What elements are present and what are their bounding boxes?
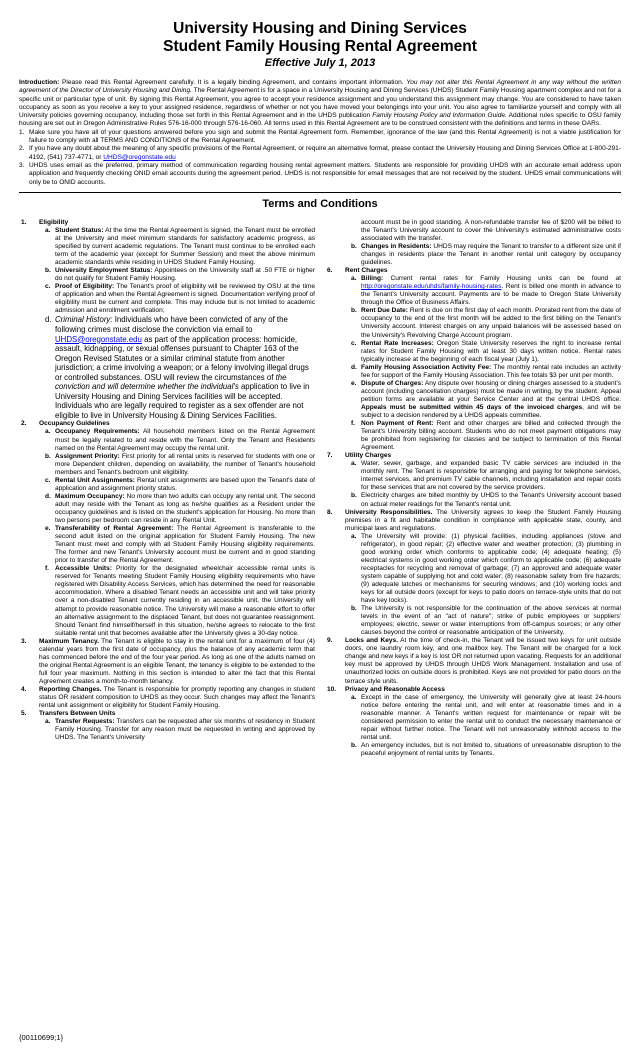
divider [19,192,621,193]
terms-columns [19,219,621,758]
section-locks-and-keys: 9. Locks and Keys. At the time of check-in, the Tenant will be issued two keys for unit outside doors, one laundry room key, and one mailbox key. The Tenant will be charged for a lock change and new keys if a key is lost OR not returned upon vacating. Requests for an additional key must be approved by UHDS through UHDS Work Management. Installation and use of unauthorized locks on outside doors is prohibited. Keys are not provided for patio doors on the terrace style units. [327,637,622,685]
section-rent-charges: 6. Rent Charges a. Billing: Current rental rates for Family Housing units can be found at http://oregonstate.edu/uhds/family-housing-rates. Rent is billed one month in advance to the Tenant's University account. Payments are to be made to Oregon State University through the Office of Business Affairs. b. Rent Due Date: Rent is due on the first day of each month. Prorated rent from the date of occupancy to the end of the first month will be added to the first billing on the Tenant's University account. Interest charges on any unpaid balances will be assessed based on the University's Revolving Charge Account program. c. Rental Rate Increases: Oregon State University reserves the right to increase rental rates for Student Family Housing with at least 30 days written notice. Rental rates typically increase at the beginning of each fiscal year (July 1). d. Family Housing Association Activity Fee: The monthly rental rate includes an activity fee for support of the Family Housing Association. This fee totals $3 per unit per month. e. Dispute of Charges: Any dispute over housing or dining charges assessed to a student's account (including cancellation charges) must be made in writing, by the student. Appeal petition forms are available at your Service Center and at the central UHDS office. Appeals must be submitted within 45 days of the invoiced charges, and will be subject to a decision rendered by a UHDS appeals committee. f. Non Payment of Rent: Rent and other charges are billed and collected through the Tenant's University billing account. Students who do not meet payment obligations may be prohibited from registering for classes and be subject to termination of this Rental Agreement. [327,267,622,452]
note-item: 1. Make sure you have all of your questions answered before you sign and submit the Rental Agreement form. Remember, ignorance of the law (and this Rental Agreement) is not a viable justification for failure to comply with all TERMS AND CONDITIONS of the Rental Agreement. [19,128,621,145]
email-link[interactable]: UHDS@oregonstate.edu [103,153,176,161]
section-transfers: 5. Transfers Between Units a. Transfer Requests: Transfers can be requested after six months of residency in Student Family Housing. Transfer for any reason must be requested in writing and approved by UHDS. The Tenant's University [21,710,315,742]
section-reporting-changes: 4. Reporting Changes. The Tenant is responsible for promptly reporting any changes in student status OR resident composition to UHDS as they occur. Such changes may affect the Tenant's rental unit assignment or eligibility for Student Family Housing. [21,685,316,710]
clause: a. Student Status: At the time the Rental Agreement is signed, the Tenant must be enrolled at the University and meet minimum standards for satisfactory academic progress, as specified by current academic regulations. The Tenant must continue to be enrolled each term of the academic year (except for Summer Session) and meet the above minimum academic standards while residing in UHDS Student Family Housing. [45,226,315,267]
clause: a. Occupancy Requirements: All household members listed on the Rental Agreement must be legally related to and reside with the Tenant. Only the Tenant and Residents named on the Rental Agreement may occupy the rental unit. [45,428,315,452]
clause: e. Dispute of Charges: Any dispute over housing or dining charges assessed to a student's account (including cancellation charges) must be made in writing, by the student. Appeal petition forms are available at your Service Center and at the central UHDS office. Appeals must be submitted within 45 days of the invoiced charges, and will be subject to a decision rendered by a UHDS appeals committee. [351,379,621,419]
clause: a. Except in the case of emergency, the University will generally give at least 24-hours notice before entering the rental unit, and will enter at reasonable times and in a reasonable manner. A Tenant's written request for maintenance or repair will be considered permission to enter the rental unit to conduct the necessary maintenance or repair without further notice. The Tenant will not unreasonably withhold access to the rental unit. [351,693,621,741]
clause: b. An emergency includes, but is not limited to, situations of unreasonable disruption to the peaceful enjoyment of rental units by Tenants. [351,741,621,757]
clause: e. Transferability of Rental Agreement: The Rental Agreement is transferable to the second adult listed on the original application for Student Family Housing. The new Tenant must meet and comply with all Student Family Housing eligibility requirements. The former and new Tenant's University account must be current and in good standing prior to transfer of the Rental Agreement. [45,525,315,565]
clause: b. Changes in Residents: UHDS may require the Tenant to transfer to a different size unit if changes in residents place the Tenant in another rental unit category by occupancy guidelines. [351,243,622,267]
clause: b. Rent Due Date: Rent is due on the first day of each month. Prorated rent from the date of occupancy to the end of the first month will be added to the first billing on the Tenant's University account. Interest charges on any unpaid balances will be assessed based on the University's Revolving Charge Account program. [351,307,621,339]
left-column [19,219,315,758]
rates-link[interactable]: http://oregonstate.edu/uhds/family-housing-rates [361,283,502,291]
clause: a. The University will provide: (1) physical facilities, including appliances (stove and refrigerator), in good repair; (2) effective water and weather protection; (3) plumbing in good working order which conforms to applicable code; (4) adequate heating; (5) electrical systems in good working order which conform to applicable code; (6) adequate receptacles for recycling and removal of garbage; (7) an approved and adequate water system capable of supplying hot and cold water; (8) reasonable safety from fire hazards; (9) adequate latches or mechanisms for securing windows; and (10) working locks and keys for all outside doors (except for keys to patio doors on terrace-style units that do not have key locks). [351,532,621,605]
section-university-responsibilities: 8. University Responsibilities. The University agrees to keep the Student Family Housing premises in a fit and habitable condition in compliance with applicable state, county, and municipal laws and regulations. a. The University will provide: (1) physical facilities, including appliances (stove and refrigerator), in good repair; (2) effective water and weather protection; (3) plumbing in good working order which conforms to applicable code; (4) adequate heating; (5) electrical systems in good working order which conform to applicable code; (6) adequate receptacles for recycling and removal of garbage; (7) an approved and adequate water system capable of supplying hot and cold water; (8) reasonable safety from fire hazards; (9) adequate latches or mechanisms for securing windows; and (10) working locks and keys for all outside doors (except for keys to patio doors on terrace-style units that do not have key locks). b. The University is not responsible for the continuation of the above services at normal levels in the event of an "act of nature"; strike of public employees or suppliers' employees; electric, sewer or water interruptions from off-campus sources; or any other causes beyond the control or reasonable anticipation of the University. [327,508,622,637]
intro-text-2: The Rental Agreement is for a space in a University Housing and Dining Services (UHDS) Student Family Housing apartment complex and not for a specific unit or particular type of unit. By signing this Rental Agreement, you agree to accept your residence assignment and you understand this assignment may change. You are considered to have taken occupancy as soon as you receive a key to your assigned residence, regardless of whether or not you have moved your belongings into your unit. You also agree to familiarize yourself and comply with all University policies governing occupancy, including those set forth in this Rental Agreement and in the UHDS publication [19,87,621,120]
clause: c. Proof of Eligibility: The Tenant's proof of eligibility will be reviewed by OSU at the time of application and when the Rental Agreement is signed. Documentation verifying proof of eligibility must be current and complete. This may include but is not limited to academic admission and enrollment verification; [45,283,315,315]
section-eligibility: 1. Eligibility a. Student Status: At the time the Rental Agreement is signed, the Tenant must be enrolled at the University and meet minimum standards for satisfactory academic progress, as specified by current academic regulations. The Tenant must continue to be enrolled each term of the academic year (except for Summer Session) and meet the above minimum academic standards while residing in UHDS Student Family Housing. b. University Employment Status: Appointees on the University staff at .50 FTE or higher do not qualify for Student Family Housing. c. Proof of Eligibility: The Tenant's proof of eligibility will be reviewed by OSU at the time of application and when the Rental Agreement is signed. Documentation verifying proof of eligibility must be current and complete. This may include but is not limited to academic admission and enrollment verification; d. Criminal History: Individuals who have been convicted of any of the following crimes must disclose the conviction via email to UHDS@oregonstate.edu as part of the application process: homicide, assault, kidnapping, or sexual offenses pursuant to Chapter 163 of the Oregon Revised Statutes or a similar criminal statute from another jurisdiction; a crime involving a weapon; or a felony involving illegal drugs or controlled substances. OSU will review the circumstances of the conviction and will determine whether the individual's application to live in University Housing and Dining Services facilities will be accepted. Individuals who are legally required to register as a sex offender are not eligible to live in University Housing & Dining Services Facilities. [21,218,316,420]
intro-text-1: Please read this Rental Agreement carefully. It is a legally binding Agreement, and contains important information. [62,79,404,86]
intro-italic-1: You may not alter this Rental Agreement in any way without the written agreement of the Director of University Housing and Dining. [19,79,621,95]
clause: a. Water, sewer, garbage, and expanded basic TV cable services are included in the monthly rent. The Tenant is responsible for arranging and paying for telephone services, internet services, and premium TV cable channels, including installation and repair costs for these services that are not covered by the service providers. [351,460,621,492]
terms-heading: Terms and Conditions [262,197,378,210]
introduction [19,79,621,129]
clause: f. Accessible Units: Priority for the designated wheelchair accessible rental units is reserved for Tenants meeting Student Family Housing eligibility requirements who have registered with Disability Access Services, which has determined the need for reasonable accommodation. Where a disabled Tenant needs an accessible unit and will take priority over a non-disabled Tenant currently residing in an accessible unit, the University will attempt to provide reasonable notice. The University will make a reasonable effort to offer an alternative assignment to the displaced Tenant, but does not guarantee reassignment. Should Tenant find himself/herself in this situation, he/she agrees to relocate to the first suitable rental unit that becomes available after the University gives a 30-day notice. [45,565,315,637]
right-column [325,219,621,758]
section-privacy-access: 10. Privacy and Reasonable Access a. Except in the case of emergency, the University will generally give at least 24-hours notice before entering the rental unit, and will enter at reasonable times and in a reasonable manner. A Tenant's written request for maintenance or repair will be considered permission to enter the rental unit to conduct the necessary maintenance or repair without further notice. The Tenant will not unreasonably withhold access to the rental unit. b. An emergency includes, but is not limited to, situations of unreasonable disruption to the peaceful enjoyment of rental units by Tenants. [327,685,621,757]
note-item: 2. If you have any doubt about the meaning of any specific provisions of the Rental Agreement, or require an alternative format, please contact the University Housing and Dining Services Office at 1-800-291-4192, (541) 737-4771, or UHDS@oregonstate.edu [19,145,621,161]
section-occupancy: 2. Occupancy Guidelines a. Occupancy Requirements: All household members listed on the Rental Agreement must be legally related to and reside with the Tenant. Only the Tenant and Residents named on the Rental Agreement may occupy the rental unit. b. Assignment Priority: First priority for all rental units is reserved for students with one or more Dependent children, depending on availability, the number of Tenant's household members and Tenant's bedroom unit eligibility. c. Rental Unit Assignments: Rental unit assignments are based upon the Tenant's date of application and assignment priority status. d. Maximum Occupancy: No more than two adults can occupy any rental unit. The second adult may reside with the Tenant as long as he/she qualifies as a Resident under the occupancy guidelines and is listed on the student's application for Housing. No more than two persons per bedroom can reside in any Rental Unit. e. Transferability of Rental Agreement: The Rental Agreement is transferable to the second adult listed on the original application for Student Family Housing. The new Tenant must meet and comply with all Student Family Housing eligibility requirements. The former and new Tenant's University account must be current and in good standing prior to transfer of the Rental Agreement. f. Accessible Units: Priority for the designated wheelchair accessible rental units is reserved for Tenants meeting Student Family Housing eligibility requirements who have registered with Disability Access Services, which has determined the need for reasonable accommodation. Where a disabled Tenant needs an accessible unit and will take priority over a non-disabled Tenant currently residing in an accessible unit, the University will attempt to provide reasonable notice. The University will make a reasonable effort to offer an alternative assignment to the displaced Tenant, but does not guarantee reassignment. Should Tenant find himself/herself in this situation, he/she agrees to relocate to the first suitable rental unit that becomes available after the University gives a 30-day notice. [21,420,315,637]
intro-text-3: Additional rules specific to OSU family housing are set out in Oregon Administrative Rules 576-16-000 through 576-16-060. All terms used in this Rental Agreement are to be construed consistent with the definitions and terms in these OARs. [19,112,621,128]
clause: c. Rental Rate Increases: Oregon State University reserves the right to increase rental rates for Student Family Housing with at least 30 days written notice. Rental rates typically increase at the beginning of each fiscal year (July 1). [351,339,621,363]
section-maximum-tenancy: 3. Maximum Tenancy. The Tenant is eligible to stay in the rental unit for a maximum of four (4) calendar years from the first date of occupancy, plus the balance of any academic term that has commenced before the end of the four year period. As long as one of the adults named on the original Rental Agreement is an eligible Tenant, the tenancy is eligible to be extended to the full four year maximum. Nothing in this section is intended to alter the fact that this Rental Agreement creates a month-to-month tenancy. [21,637,315,685]
section-transfers-continued [325,219,621,267]
clause: c. Rental Unit Assignments: Rental unit assignments are based upon the Tenant's date of application and assignment priority status. [45,476,315,492]
email-link[interactable]: UHDS@oregonstate.edu [55,334,142,344]
intro-label: Introduction: [19,79,60,86]
document-title: University Housing and Dining Services [173,20,467,37]
clause: b. Electricity charges are billed monthly by UHDS to the Tenant's University account based on actual meter readings for the Tenant's rental unit. [351,492,621,508]
clause: d. Maximum Occupancy: No more than two adults can occupy any rental unit. The second adult may reside with the Tenant as long as he/she qualifies as a Resident under the occupancy guidelines and is listed on the student's application for Housing. No more than two persons per bedroom can reside in any Rental Unit. [45,492,315,524]
clause-criminal-history: d. Criminal History: Individuals who have been convicted of any of the following crimes must disclose the conviction via email to UHDS@oregonstate.edu as part of the application process: homicide, assault, kidnapping, or sexual offenses pursuant to Chapter 163 of the Oregon Revised Statutes or a similar criminal statute from another jurisdiction; a crime involving a weapon; or a felony involving illegal drugs or controlled substances. OSU will review the circumstances of the conviction and will determine whether the individual's application to live in University Housing and Dining Services facilities will be accepted. Individuals who are legally required to register as a sex offender are not eligible to live in University Housing & Dining Services Facilities. [45,315,310,420]
clause: b. University Employment Status: Appointees on the University staff at .50 FTE or higher do not qualify for Student Family Housing. [45,267,316,283]
clause: a. Billing: Current rental rates for Family Housing units can be found at http://oregonstate.edu/uhds/family-housing-rates. Rent is billed one month in advance to the Tenant's University account. Payments are to be made to Oregon State University through the Office of Business Affairs. [351,275,621,307]
document-id: {00110699;1} [19,1033,64,1042]
intro-notes [19,129,621,187]
clause: b. The University is not responsible for the continuation of the above services at normal levels in the event of an "act of nature"; strike of public employees or suppliers' employees; electric, sewer or water interruptions from off-campus sources; or any other causes beyond the control or reasonable anticipation of the University. [351,605,621,637]
clause: b. Assignment Priority: First priority for all rental units is reserved for students with one or more Dependent children, depending on availability, the number of Tenant's household members and Tenant's bedroom unit eligibility. [45,452,315,476]
clause: f. Non Payment of Rent: Rent and other charges are billed and collected through the Tenant's University billing account. Students who do not meet payment obligations may be prohibited from registering for classes and be subject to termination of this Rental Agreement. [351,420,621,452]
document-subtitle: Student Family Housing Rental Agreement [163,38,477,55]
clause: d. Family Housing Association Activity Fee: The monthly rental rate includes an activity fee for support of the Family Housing Association. This fee totals $3 per unit per month. [351,363,622,379]
clause: a. Transfer Requests: Transfers can be requested after six months of residency in Student Family Housing. Transfer for any reason must be requested in writing and approved by UHDS. The Tenant's University [45,718,315,742]
effective-date: Effective July 1, 2013 [264,57,376,69]
section-utility-charges: 7. Utility Charges a. Water, sewer, garbage, and expanded basic TV cable services are included in the monthly rent. The Tenant is responsible for arranging and paying for telephone services, internet services, and premium TV cable channels, including installation and repair costs for these services that are not covered by the service providers. b. Electricity charges are billed monthly by UHDS to the Tenant's University account based on actual meter readings for the Tenant's rental unit. [327,452,621,508]
header [19,20,621,71]
note-item: 3. UHDS uses email as the preferred, primary method of communication regarding housing rental agreement matters. Students are responsible for providing UHDS with an accurate email address upon application and frequently checking ONID email accounts during the agreement period. UHDS is not responsible for email messages that are not received by the student. UHDS email communications will only be to ONID accounts. [19,161,621,186]
intro-italic-2: Family Housing Policy and Information Guide. [372,112,507,120]
clause: account must be in good standing. A non-refundable transfer fee of $200 will be billed to the Tenant's University account to cover the University's estimated administrative costs associated with the transfer. [361,218,621,242]
